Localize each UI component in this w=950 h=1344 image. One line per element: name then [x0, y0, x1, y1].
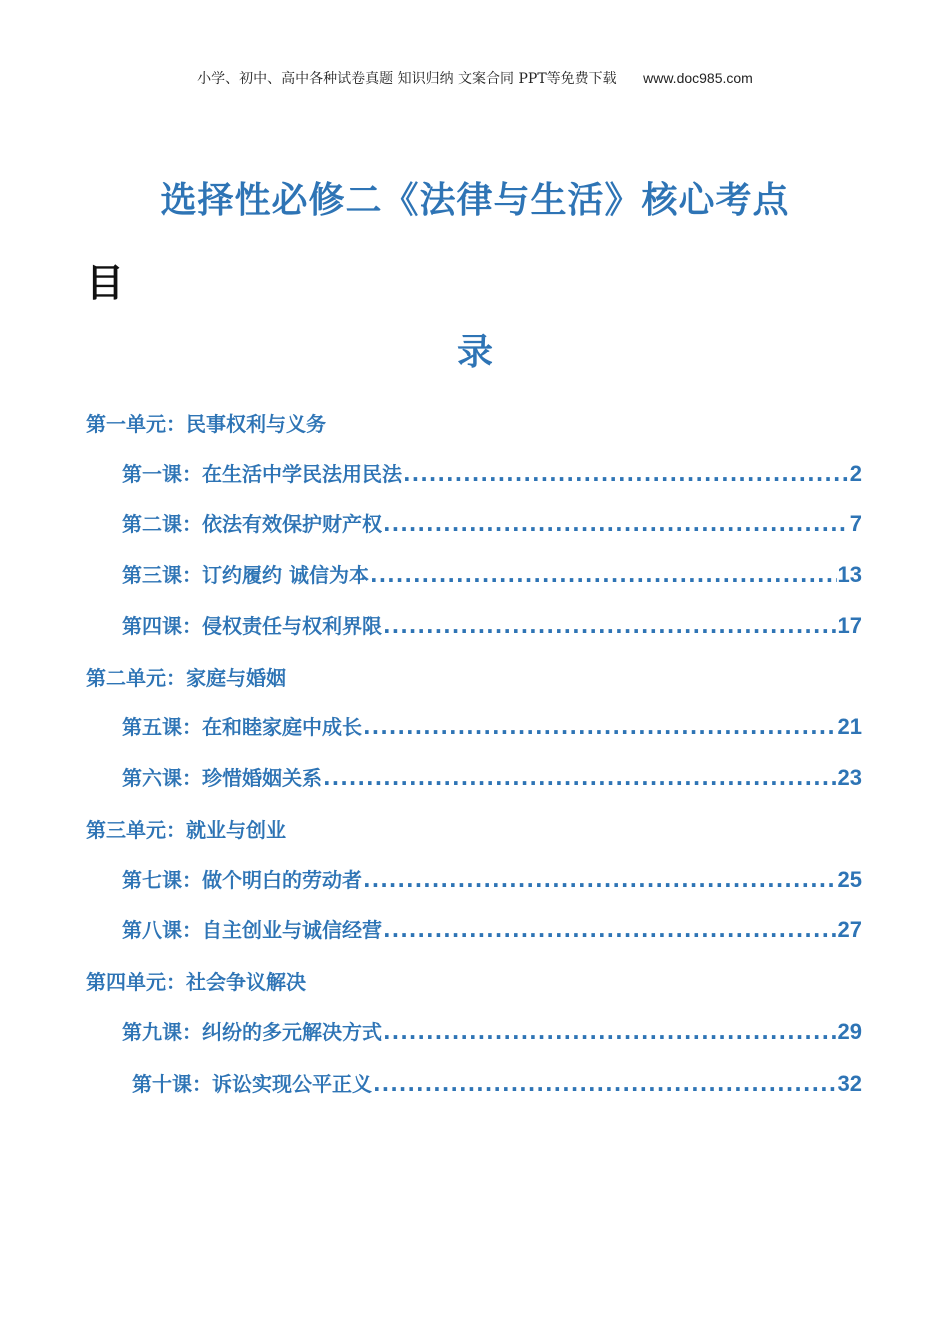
toc-lesson-1[interactable]	[122, 458, 862, 487]
toc-lesson-label: 第七课：做个明白的劳动者	[122, 868, 362, 892]
dot-leader	[370, 563, 837, 587]
document-title: 选择性必修二《法律与生活》核心考点	[160, 180, 790, 221]
toc-lesson-2[interactable]	[122, 508, 862, 537]
toc-lesson-label: 第二课：依法有效保护财产权	[122, 512, 382, 536]
toc-lesson-3[interactable]	[122, 559, 862, 588]
toc-unit-2[interactable]: 第二单元：家庭与婚姻	[86, 666, 286, 690]
toc-unit-3[interactable]: 第三单元：就业与创业	[86, 818, 286, 842]
toc-page-number: 32	[837, 1071, 862, 1096]
dot-leader	[373, 1072, 837, 1096]
toc-lesson-5[interactable]	[122, 711, 862, 740]
toc-page-number: 17	[837, 613, 862, 638]
toc-page-number: 27	[837, 917, 862, 942]
toc-unit-4[interactable]: 第四单元：社会争议解决	[86, 970, 306, 994]
dot-leader	[363, 868, 837, 892]
toc-page-number: 21	[837, 714, 862, 739]
toc-lesson-8[interactable]	[122, 914, 862, 943]
toc-lesson-10[interactable]	[132, 1068, 862, 1097]
toc-lesson-7[interactable]	[122, 864, 862, 893]
toc-page-number: 13	[837, 562, 862, 587]
toc-lesson-9[interactable]	[122, 1016, 862, 1045]
toc-page-number: 29	[837, 1019, 862, 1044]
toc-lesson-label: 第一课：在生活中学民法用民法	[122, 462, 402, 486]
toc-lesson-label: 第九课：纠纷的多元解决方式	[122, 1020, 382, 1044]
toc-heading-part1: 目	[86, 261, 125, 305]
toc-lesson-label: 第八课：自主创业与诚信经营	[122, 918, 382, 942]
toc-lesson-label: 第十课：诉讼实现公平正义	[132, 1072, 372, 1096]
toc-heading-part2: 录	[456, 332, 493, 373]
toc-lesson-label: 第三课：订约履约 诚信为本	[122, 563, 369, 587]
dot-leader	[383, 918, 837, 942]
toc-lesson-label: 第五课：在和睦家庭中成长	[122, 715, 362, 739]
toc-lesson-6[interactable]	[122, 762, 862, 791]
dot-leader	[403, 462, 849, 486]
dot-leader	[323, 766, 837, 790]
dot-leader	[383, 512, 849, 536]
dot-leader	[383, 1020, 837, 1044]
toc-lesson-4[interactable]	[122, 610, 862, 639]
toc-lesson-label: 第四课：侵权责任与权利界限	[122, 614, 382, 638]
toc-page-number: 25	[837, 867, 862, 892]
toc-page-number: 2	[849, 461, 862, 486]
toc-unit-1[interactable]: 第一单元：民事权利与义务	[86, 412, 326, 436]
header-text: 小学、初中、高中各种试卷真题 知识归纳 文案合同 PPT等免费下载	[197, 71, 617, 87]
page-header	[0, 68, 950, 88]
dot-leader	[363, 715, 837, 739]
toc-page-number: 7	[849, 511, 862, 536]
toc-page-number: 23	[837, 765, 862, 790]
toc-lesson-label: 第六课：珍惜婚姻关系	[122, 766, 322, 790]
header-url[interactable]: www.doc985.com	[643, 70, 753, 86]
dot-leader	[383, 614, 837, 638]
